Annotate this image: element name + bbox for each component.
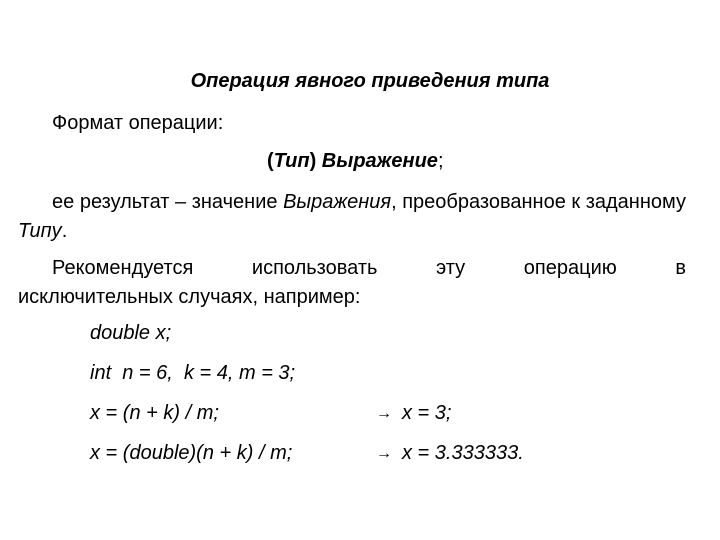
expression-word: Выражение (321, 150, 438, 172)
format-label: Формат операции: (52, 112, 224, 134)
arrow-icon: → (376, 445, 392, 462)
code-line-2 (90, 362, 295, 385)
result-part1: ее результат – значение (52, 191, 284, 213)
arrow-icon: → (376, 405, 392, 422)
paren-close: ) (309, 150, 317, 172)
code-line-3 (90, 402, 219, 425)
code-text: double x; (90, 322, 172, 344)
result-line-3 (376, 402, 451, 425)
format-expression (267, 150, 444, 173)
recommend-line1: Рекомендуется использовать эту операцию в (52, 257, 686, 279)
code-line-4 (90, 442, 292, 465)
code-text: x = (double)(n + k) / m; (90, 442, 293, 464)
code-text: x = (n + k) / m; (90, 402, 219, 424)
slide-title: Операция явного приведения типа (190, 70, 550, 92)
type-word: Тип (273, 150, 310, 172)
recommend-paragraph (18, 254, 686, 312)
code-line-1 (90, 322, 171, 345)
result-paragraph (18, 188, 686, 246)
result-value: x = 3.333333. (402, 442, 524, 464)
result-part2: , преобразованное к заданному (391, 191, 686, 213)
result-italic2: Типу (18, 220, 62, 242)
code-text: int n = 6, k = 4, m = 3; (90, 362, 296, 384)
result-line-4 (376, 442, 524, 465)
result-italic1: Выражения (283, 191, 392, 213)
recommend-line2: исключительных случаях, например: (18, 286, 361, 308)
result-value: x = 3; (402, 402, 452, 424)
semicolon: ; (437, 150, 444, 172)
result-part3: . (61, 220, 68, 242)
paren-open: ( (267, 150, 274, 172)
